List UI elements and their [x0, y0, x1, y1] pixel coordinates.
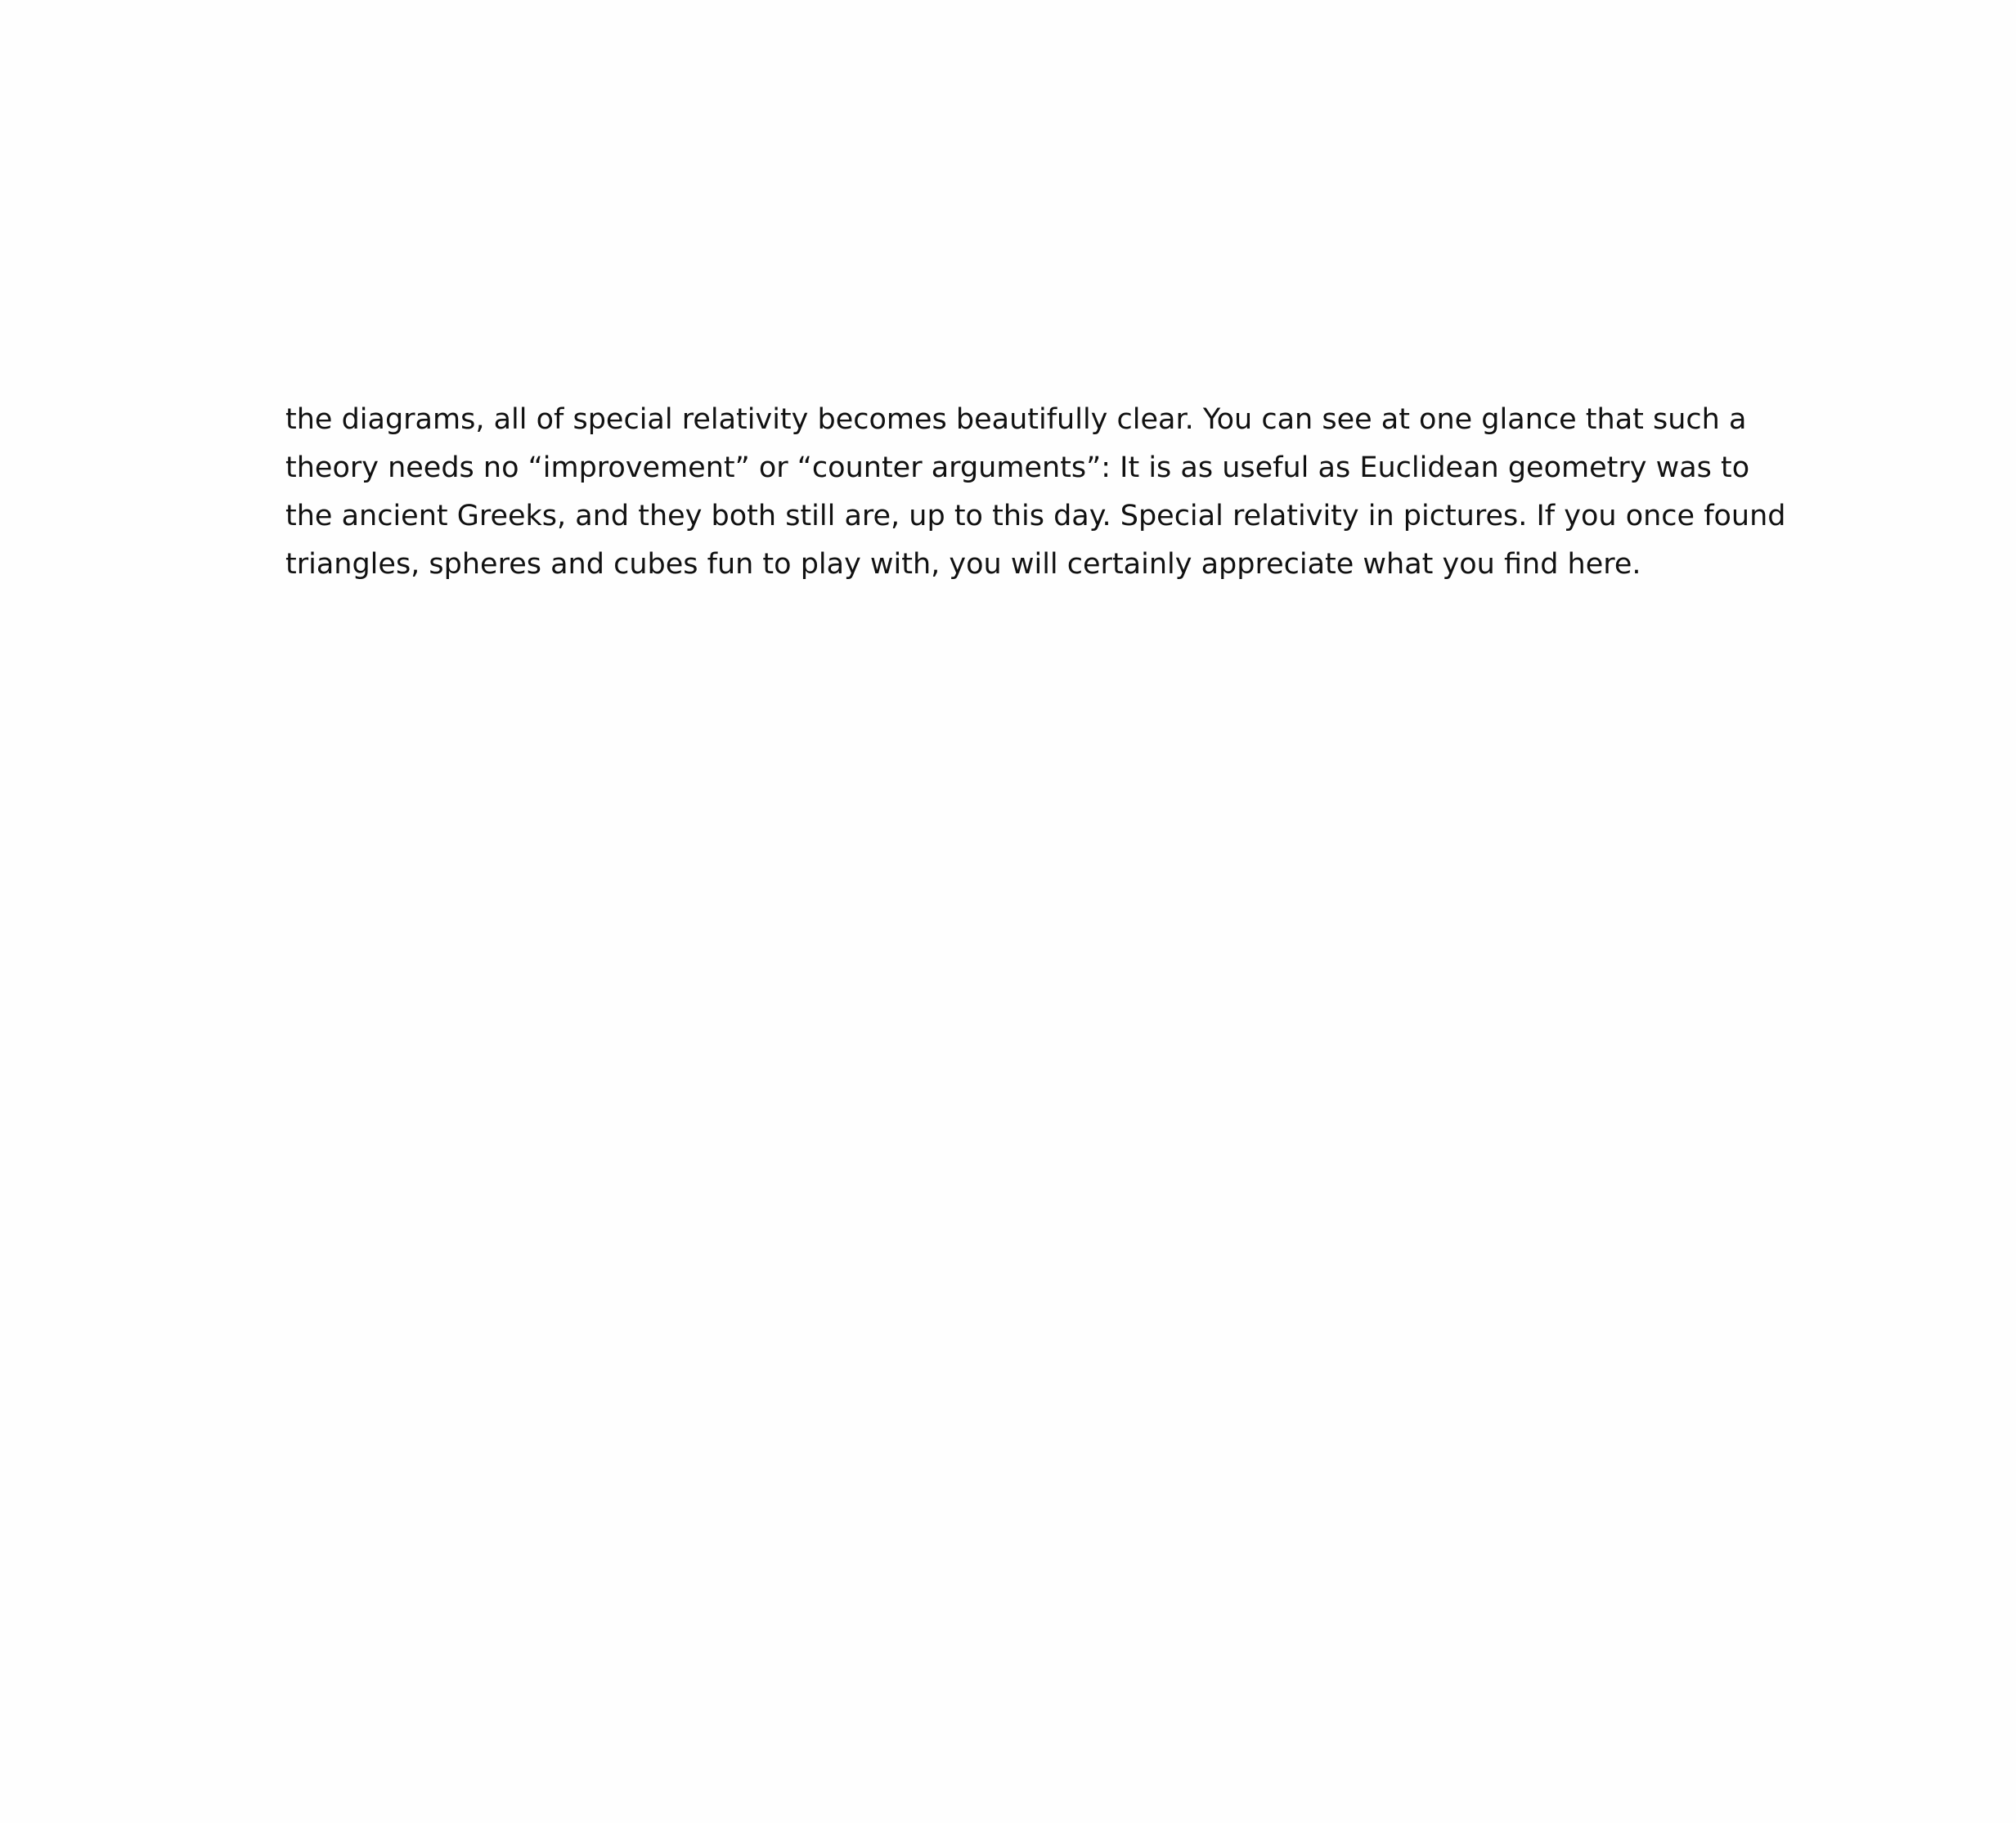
body-paragraph: [285, 396, 1786, 589]
paragraph-line: theory needs no “improvement” or “counter arguments”: It is as useful as Euclidean geometry was to: [285, 451, 1750, 484]
paragraph-line: the diagrams, all of special relativity becomes beautifully clear. You can see at one glance that such a: [285, 403, 1747, 436]
paragraph-line: triangles, spheres and cubes fun to play with, you will certainly appreciate what you find here.: [285, 548, 1641, 581]
paragraph-line: the ancient Greeks, and they both still are, up to this day. Special relativity in pictures. If you once found: [285, 500, 1786, 532]
